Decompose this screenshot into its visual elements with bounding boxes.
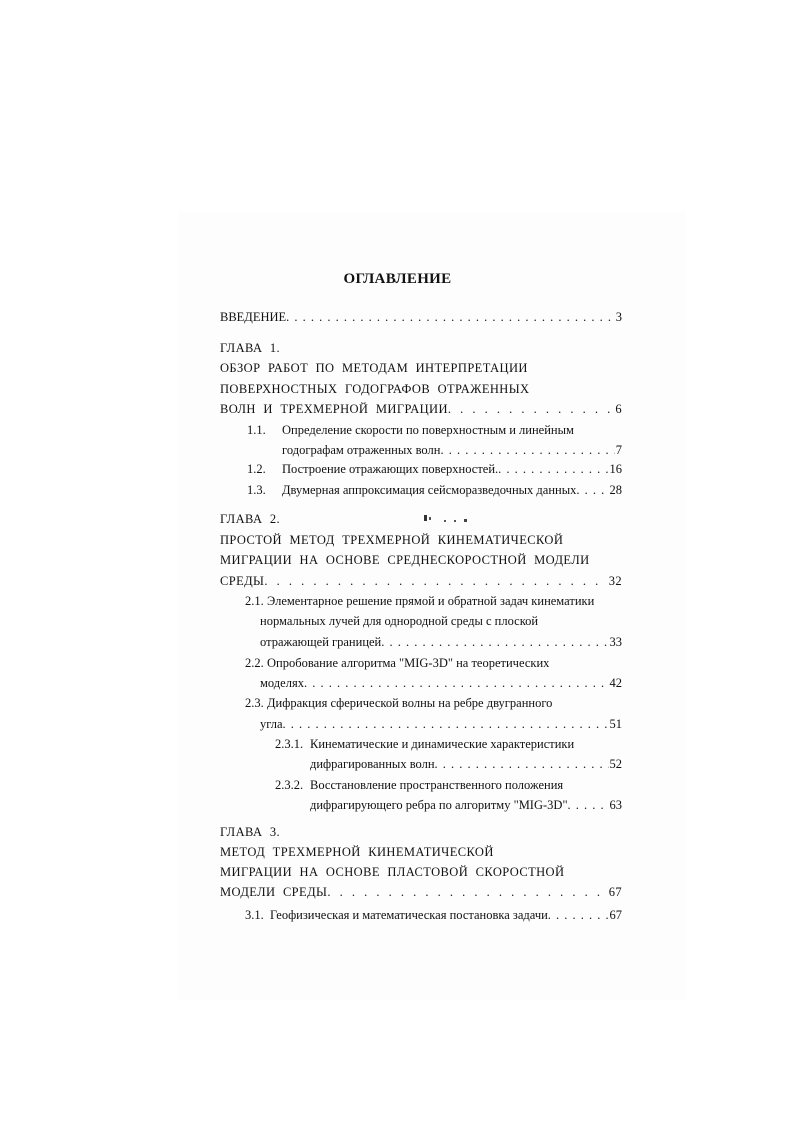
dot-leader bbox=[448, 401, 614, 417]
dot-leader bbox=[286, 309, 615, 325]
section-1-1-title-line-1: Определение скорости по поверхностным и линейным bbox=[282, 423, 574, 437]
page-number: 16 bbox=[609, 462, 622, 476]
toc-entry-2-2 bbox=[260, 675, 622, 691]
dot-leader bbox=[304, 675, 609, 691]
page-number: 63 bbox=[609, 798, 622, 812]
chapter-3-title-line-1: МЕТОД ТРЕХМЕРНОЙ КИНЕМАТИЧЕСКОЙ bbox=[220, 845, 494, 859]
section-number: 2.1. bbox=[245, 594, 264, 608]
chapter-2-title-line-1: ПРОСТОЙ МЕТОД ТРЕХМЕРНОЙ КИНЕМАТИЧЕСКОЙ bbox=[220, 533, 564, 547]
dot-leader bbox=[327, 884, 607, 900]
toc-entry-introduction bbox=[220, 309, 622, 325]
dot-leader bbox=[548, 907, 609, 923]
subsection-2-3-2-title-line-1: Восстановление пространственного положения bbox=[310, 778, 564, 792]
scan-artifact bbox=[424, 515, 476, 525]
entry-label: ВОЛН И ТРЕХМЕРНОЙ МИГРАЦИИ bbox=[220, 402, 448, 416]
toc-entry-1-1 bbox=[282, 442, 622, 458]
toc-entry-2-3 bbox=[260, 716, 622, 732]
page-title: ОГЛАВЛЕНИЕ bbox=[343, 271, 452, 287]
entry-label: ВВЕДЕНИЕ bbox=[220, 310, 287, 324]
entry-label: дифрагирующего ребра по алгоритму "MIG-3D" bbox=[310, 798, 568, 812]
subsection-number: 2.3.1. bbox=[275, 737, 304, 751]
subsection-2-3-1-title-line-1: Кинематические и динамические характеристики bbox=[310, 737, 575, 751]
chapter-3-title-line-2: МИГРАЦИИ НА ОСНОВЕ ПЛАСТОВОЙ СКОРОСТНОЙ bbox=[220, 865, 565, 879]
section-2-1-title-line-2: нормальных лучей для однородной среды с плоской bbox=[260, 614, 539, 628]
entry-label: Построение отражающих поверхностей. bbox=[282, 462, 499, 476]
page-number: 67 bbox=[608, 885, 622, 899]
subsection-number: 2.3.2. bbox=[275, 778, 304, 792]
toc-entry-2-3-2 bbox=[310, 797, 622, 813]
page-number: 6 bbox=[615, 402, 622, 416]
page-number: 42 bbox=[609, 676, 622, 690]
chapter-1-title-line-2: ПОВЕРХНОСТНЫХ ГОДОГРАФОВ ОТРАЖЕННЫХ bbox=[220, 382, 530, 396]
entry-label: моделях bbox=[260, 676, 304, 690]
toc-entry-1-3 bbox=[282, 482, 622, 498]
section-number: 1.3. bbox=[247, 483, 266, 497]
toc-entry-chapter-2 bbox=[220, 573, 622, 589]
section-number: 1.2. bbox=[247, 462, 266, 476]
chapter-1-title-line-1: ОБЗОР РАБОТ ПО МЕТОДАМ ИНТЕРПРЕТАЦИИ bbox=[220, 361, 528, 375]
entry-label: Геофизическая и математическая постановка задачи bbox=[270, 908, 548, 922]
entry-label: МОДЕЛИ СРЕДЫ bbox=[220, 885, 328, 899]
entry-label: отражающей границей bbox=[260, 635, 382, 649]
dot-leader bbox=[576, 482, 608, 498]
section-2-3-title-line-1: Дифракция сферической волны на ребре двугранного bbox=[267, 696, 553, 710]
chapter-3-heading: ГЛАВА 3. bbox=[220, 825, 281, 839]
entry-label: годографам отраженных волн bbox=[282, 443, 441, 457]
dot-leader bbox=[568, 797, 609, 813]
section-number: 2.3. bbox=[245, 696, 264, 710]
section-number: 3.1. bbox=[245, 908, 264, 922]
dot-leader bbox=[283, 716, 609, 732]
dot-leader bbox=[264, 573, 607, 589]
page-number: 3 bbox=[615, 310, 622, 324]
section-2-2-title-line-1: Опробование алгоритма "MIG-3D" на теоретических bbox=[267, 656, 550, 670]
entry-label: Двумерная аппроксимация сейсморазведочных данных bbox=[282, 483, 577, 497]
page-number: 52 bbox=[609, 757, 622, 771]
dot-leader bbox=[440, 442, 614, 458]
dot-leader bbox=[381, 634, 608, 650]
toc-entry-chapter-3 bbox=[220, 884, 622, 900]
entry-label: дифрагированных волн bbox=[310, 757, 435, 771]
dot-leader bbox=[498, 461, 608, 477]
toc-entry-3-1 bbox=[270, 907, 622, 923]
section-2-1-title-line-1: Элементарное решение прямой и обратной задач кинематики bbox=[267, 594, 595, 608]
toc-entry-2-1 bbox=[260, 634, 622, 650]
dot-leader bbox=[435, 756, 609, 772]
entry-label: угла bbox=[260, 717, 283, 731]
section-number: 2.2. bbox=[245, 656, 264, 670]
chapter-2-title-line-2: МИГРАЦИИ НА ОСНОВЕ СРЕДНЕСКОРОСТНОЙ МОДЕЛИ bbox=[220, 553, 590, 567]
toc-entry-1-2 bbox=[282, 461, 622, 477]
toc-entry-chapter-1 bbox=[220, 401, 622, 417]
chapter-2-heading: ГЛАВА 2. bbox=[220, 512, 281, 526]
entry-label: СРЕДЫ bbox=[220, 574, 265, 588]
page-number: 33 bbox=[609, 635, 622, 649]
toc-entry-2-3-1 bbox=[310, 756, 622, 772]
page-number: 67 bbox=[609, 908, 622, 922]
section-number: 1.1. bbox=[247, 423, 266, 437]
page-number: 32 bbox=[608, 574, 622, 588]
page-number: 51 bbox=[609, 717, 622, 731]
chapter-1-heading: ГЛАВА 1. bbox=[220, 341, 281, 355]
page-number: 7 bbox=[615, 443, 622, 457]
page-number: 28 bbox=[609, 483, 622, 497]
